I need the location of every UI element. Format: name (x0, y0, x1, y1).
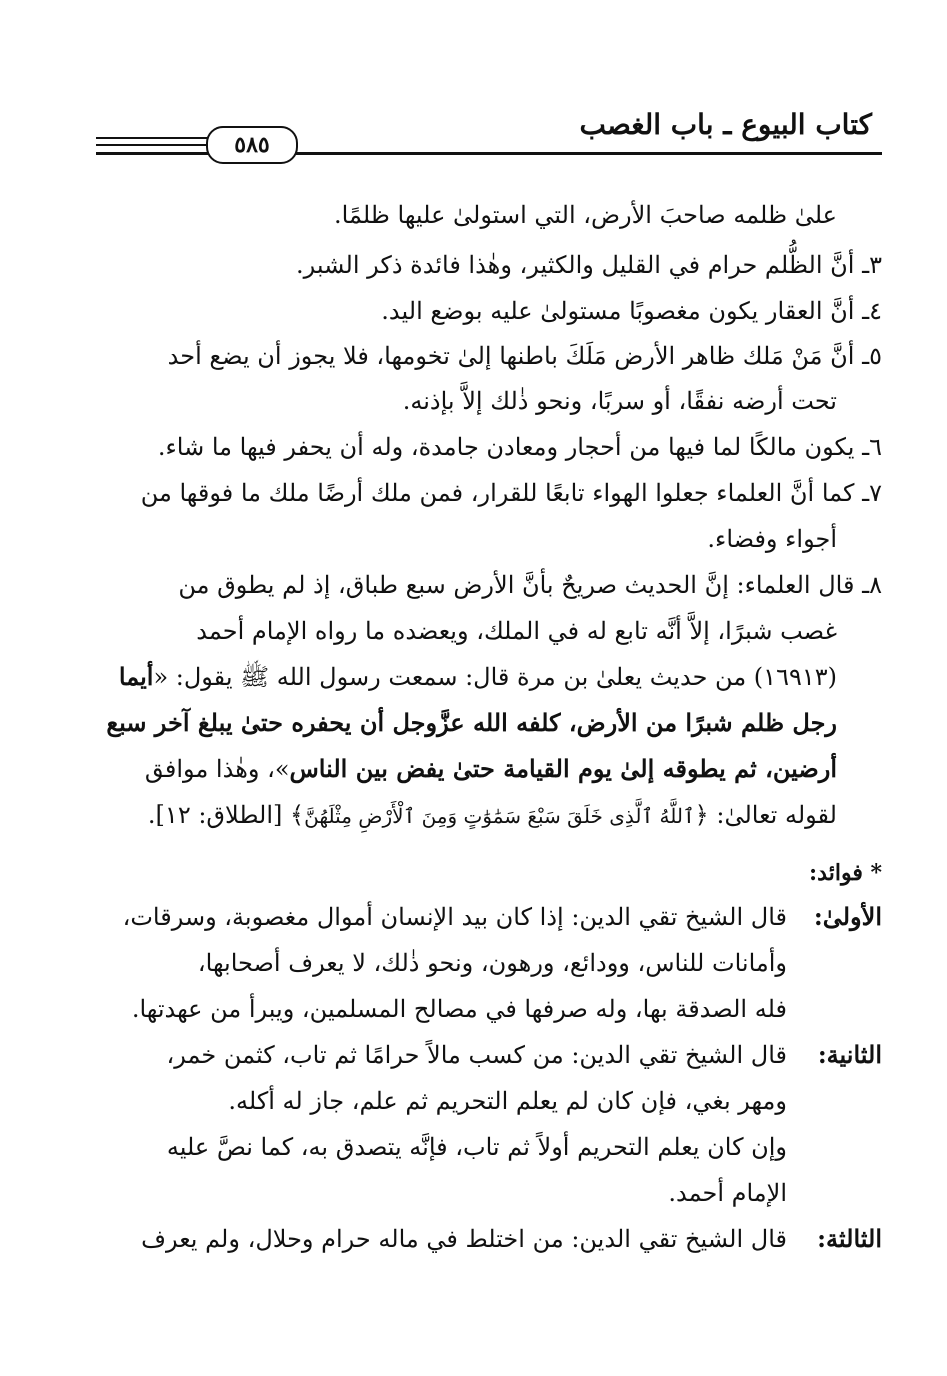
text-line (145, 750, 837, 788)
text-line: علىٰ ظلمه صاحبَ الأرض، التي استولىٰ عليها ظلمًا. (334, 201, 837, 229)
quran-verse: ٱللَّهُ ٱلَّذِى خَلَقَ سَبْعَ سَمَٰوَٰتٍ وَمِنَ ٱلْأَرْضِ مِثْلَهُنَّ (304, 804, 695, 828)
text-span: »، وهٰذا موافق (144, 755, 290, 783)
list-item-4: ٤ـ أنَّ العقار يكون مغصوبًا مستولىٰ عليه بوضع اليد. (381, 297, 882, 325)
text-line: ومهر بغي، فإن كان لم يعلم التحريم ثم علم، جاز له أكله. (228, 1087, 787, 1115)
benefit-label-2: الثانية: (817, 1040, 882, 1069)
list-item-5: ٥ـ أنَّ مَنْ مَلك ظاهر الأرض مَلَكَ باطنها إلىٰ تخومها، فلا يجوز أن يضع أحد (167, 342, 882, 370)
page-header (96, 108, 882, 158)
hadith-text: أيما (118, 662, 154, 691)
list-item-3: ٣ـ أنَّ الظُّلم حرام في القليل والكثير، وهٰذا فائدة ذكر الشبر. (296, 251, 882, 279)
text-span: (١٦٩١٣) من حديث يعلىٰ بن مرة قال: سمعت رسول الله ﷺ يقول: « (153, 663, 837, 691)
text-line: وإن كان يعلم التحريم أولاً ثم تاب، فإنَّه يتصدق به، كما نصَّ عليه (166, 1133, 787, 1161)
list-item-8: ٨ـ قال العلماء: إنَّ الحديث صريحٌ بأنَّ الأرض سبع طباق، إذ لم يطوق من (178, 571, 882, 599)
text-line: أجواء وفضاء. (707, 525, 837, 553)
hadith-text: أرضين، ثم يطوقه إلىٰ يوم القيامة حتىٰ يفض بين الناس (289, 754, 837, 783)
text-line: قال الشيخ تقي الدين: من اختلط في ماله حرام وحلال، ولم يعرف (141, 1225, 787, 1253)
text-line (119, 658, 837, 696)
header-rule-thin (96, 144, 216, 146)
text-line: غصب شبرًا، إلاَّ أنَّه تابع له في الملك، ويعضده ما رواه الإمام أحمد (196, 617, 837, 645)
text-line: فله الصدقة بها، وله صرفها في مصالح المسلمين، ويبرأ من عهدتها. (131, 995, 787, 1023)
running-title: كتاب البيوع ـ باب الغصب (579, 108, 872, 141)
text-line: تحت أرضه نفقًا، أو سربًا، ونحو ذٰلك إلاَّ بإذنه. (402, 387, 837, 415)
text-line: قال الشيخ تقي الدين: من كسب مالاً حرامًا ثم تاب، كثمن خمر، (166, 1041, 787, 1069)
page-number: ٥٨٥ (206, 126, 298, 164)
benefit-label-1: الأولىٰ: (813, 902, 882, 931)
text-span: ﴾ [الطلاق: ١٢]. (147, 801, 305, 829)
header-rule-thin (96, 137, 216, 139)
text-span: لقوله تعالىٰ: ﴿ (694, 801, 837, 829)
hadith-text: رجل ظلم شبرًا من الأرض، كلفه الله عزَّوجل أن يحفره حتىٰ يبلغ آخر سبع (106, 708, 837, 737)
text-line: الإمام أحمد. (668, 1179, 787, 1207)
text-line: قال الشيخ تقي الدين: إذا كان بيد الإنسان أموال مغصوبة، وسرقات، (122, 903, 787, 931)
text-line (148, 796, 837, 835)
text-line: وأمانات للناس، وودائع، ورهون، ونحو ذٰلك، لا يعرف أصحابها، (197, 949, 787, 977)
list-item-6: ٦ـ يكون مالكًا لما فيها من أحجار ومعادن جامدة، وله أن يحفر فيها ما شاء. (157, 433, 882, 461)
section-heading: * فوائد: (809, 860, 882, 886)
benefit-label-3: الثالثة: (817, 1224, 882, 1253)
list-item-7: ٧ـ كما أنَّ العلماء جعلوا الهواء تابعًا للقرار، فمن ملك أرضًا ملك ما فوقها من (140, 479, 882, 507)
